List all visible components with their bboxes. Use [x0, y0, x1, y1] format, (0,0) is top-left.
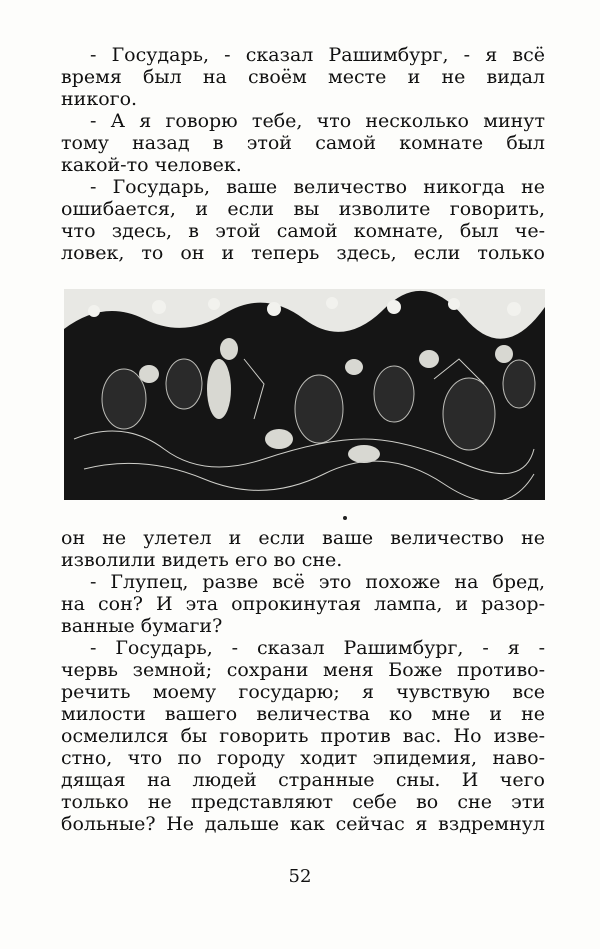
- text-line: стно, что по городу ходит эпидемия, наво-: [61, 747, 545, 769]
- text-line: какой-то человек.: [61, 154, 242, 176]
- text-line: ошибается, и если вы изволите говорить,: [61, 198, 545, 220]
- text-block-bottom: [61, 527, 545, 835]
- crowd-illustration: [64, 289, 545, 500]
- text-line: дящая на людей странные сны. И чего: [61, 769, 545, 791]
- text-line: только не представляют себе во сне эти: [61, 791, 545, 813]
- page-number: 52: [288, 866, 312, 887]
- text-line: никого.: [61, 88, 138, 110]
- text-line: - Государь, - сказал Рашимбург, - я всё: [90, 44, 545, 66]
- text-line: на сон? И эта опрокинутая лампа, и разор-: [61, 593, 545, 615]
- text-line: милости вашего величества ко мне и не: [61, 703, 545, 725]
- text-line: тому назад в этой самой комнате был: [61, 132, 545, 154]
- text-line: изволили видеть его во сне.: [61, 549, 343, 571]
- text-line: он не улетел и если ваше величество не: [61, 527, 545, 549]
- text-block-top: [61, 44, 545, 264]
- text-line: - А я говорю тебе, что несколько минут: [90, 110, 545, 132]
- text-line: осмелился бы говорить против вас. Но изве-: [61, 725, 545, 747]
- text-line: червь земной; сохрани меня Боже противо-: [61, 659, 545, 681]
- text-line: время был на своём месте и не видал: [61, 66, 545, 88]
- text-line: что здесь, в этой самой комнате, был че-: [61, 220, 545, 242]
- text-line: ловек, то он и теперь здесь, если только: [61, 242, 545, 264]
- text-line: - Государь, ваше величество никогда не: [90, 176, 545, 198]
- crowd-engraving-image: [64, 289, 545, 500]
- stray-mark: [343, 516, 347, 520]
- text-line: речить моему государю; я чувствую все: [61, 681, 545, 703]
- text-line: больные? Не дальше как сейчас я вздремнул: [61, 813, 545, 835]
- text-line: - Глупец, разве всё это похоже на бред,: [90, 571, 545, 593]
- text-line: ванные бумаги?: [61, 615, 223, 637]
- text-line: - Государь, - сказал Рашимбург, - я -: [90, 637, 545, 659]
